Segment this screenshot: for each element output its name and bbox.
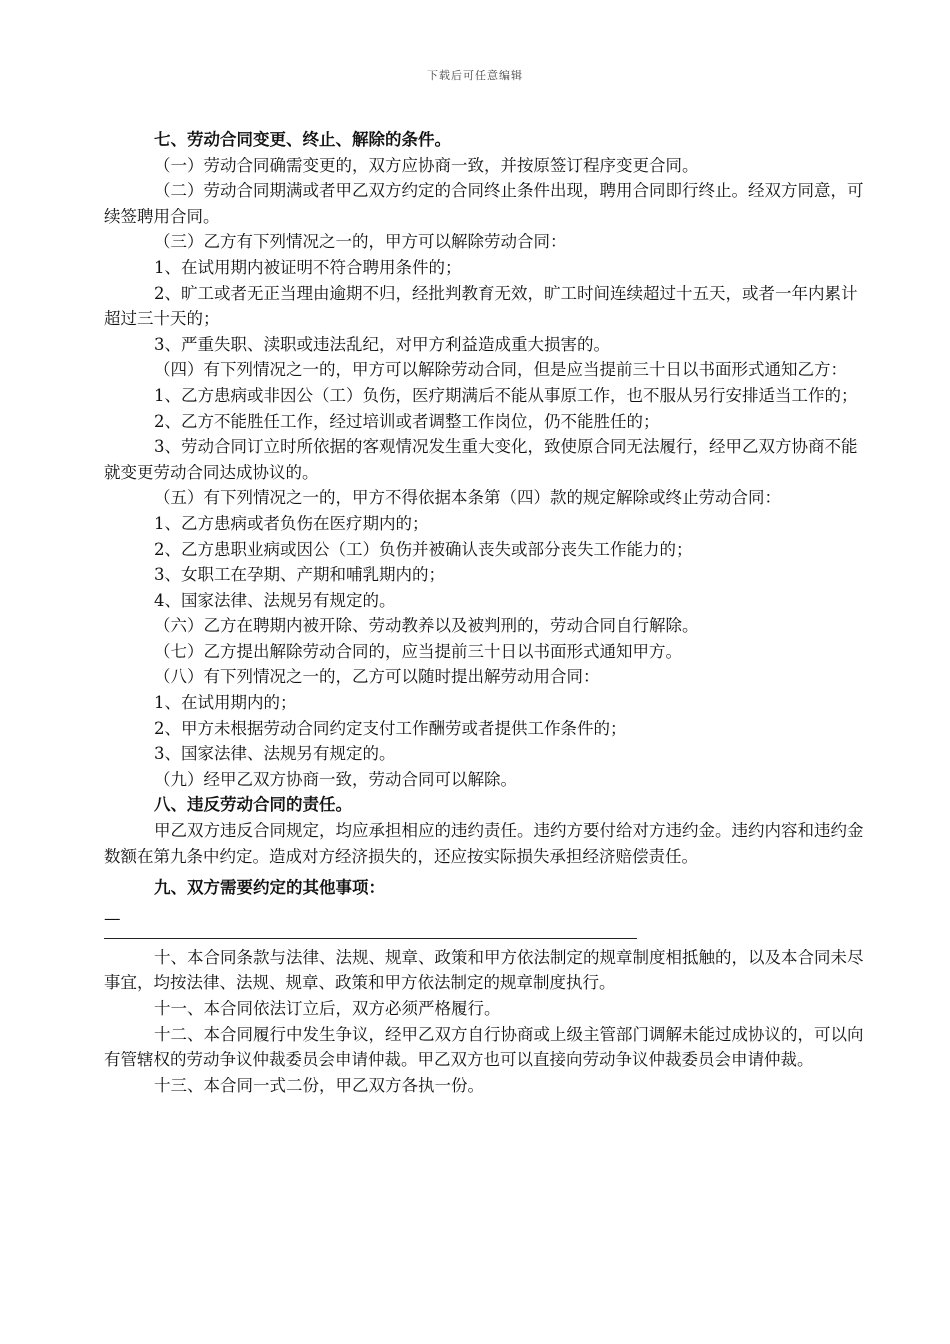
paragraph: （八）有下列情况之一的，乙方可以随时提出解劳动用合同： xyxy=(154,667,600,687)
paragraph: （六）乙方在聘期内被开除、劳动教养以及被判刑的，劳动合同自行解除。 xyxy=(154,616,699,636)
section-heading: 九、双方需要约定的其他事项： xyxy=(154,878,385,898)
list-item: 4、国家法律、法规另有规定的。 xyxy=(154,590,396,610)
document-body xyxy=(104,127,870,1098)
list-item: 3、女职工在孕期、产期和哺乳期内的； xyxy=(154,565,445,585)
section-heading: 七、劳动合同变更、终止、解除的条件。 xyxy=(154,130,451,149)
paragraph: （三）乙方有下列情况之一的，甲方可以解除劳动合同： xyxy=(154,232,567,252)
page-header: 下载后可任意编辑 xyxy=(427,69,523,82)
paragraph: 十二、本合同履行中发生争议，经甲乙双方自行协商或上级主管部门调解未能过成协议的，可以向有管辖权的劳动争议仲裁委员会申请仲裁。甲乙双方也可以直接向劳动争议仲裁委员会申请仲裁。 xyxy=(104,1024,864,1070)
paragraph: （九）经甲乙双方协商一致，劳动合同可以解除。 xyxy=(154,769,517,789)
list-item: 1、在试用期内被证明不符合聘用条件的； xyxy=(154,257,462,277)
paragraph: 十三、本合同一式二份，甲乙双方各执一份。 xyxy=(154,1075,484,1095)
list-item: 3、国家法律、法规另有规定的。 xyxy=(154,744,396,764)
blank-line-divider xyxy=(104,938,637,939)
paragraph: （一）劳动合同确需变更的，双方应协商一致，并按原签订程序变更合同。 xyxy=(154,155,699,175)
list-item: 3、劳动合同订立时所依据的客观情况发生重大变化，致使原合同无法履行，经甲乙双方协商不能就变更劳动合同达成协议的。 xyxy=(104,437,858,482)
list-item: 1、乙方患病或非因公（工）负伤，医疗期满后不能从事原工作，也不服从另行安排适当工作的； xyxy=(154,385,858,405)
section-heading: 八、违反劳动合同的责任。 xyxy=(154,795,352,815)
list-item: 2、乙方不能胜任工作，经过培训或者调整工作岗位，仍不能胜任的； xyxy=(154,411,660,431)
list-item: 1、在试用期内的； xyxy=(154,693,297,713)
list-item: 2、甲方未根据劳动合同约定支付工作酬劳或者提供工作条件的； xyxy=(154,718,627,738)
blank-dash: — xyxy=(104,908,121,928)
paragraph: 十一、本合同依法订立后，双方必须严格履行。 xyxy=(154,999,501,1018)
paragraph: （四）有下列情况之一的，甲方可以解除劳动合同，但是应当提前三十日以书面形式通知乙方： xyxy=(154,360,847,380)
list-item: 2、旷工或者无正当理由逾期不归，经批判教育无效，旷工时间连续超过十五天，或者一年内累计超过三十天的； xyxy=(104,283,858,329)
paragraph: （七）乙方提出解除劳动合同的，应当提前三十日以书面形式通知甲方。 xyxy=(154,641,682,661)
paragraph: 甲乙双方违反合同规定，均应承担相应的违约责任。违约方要付给对方违约金。违约内容和违约金数额在第九条中约定。造成对方经济损失的，还应按实际损失承担经济赔偿责任。 xyxy=(104,821,864,866)
paragraph: （二）劳动合同期满或者甲乙双方约定的合同终止条件出现，聘用合同即行终止。经双方同意，可续签聘用合同。 xyxy=(104,181,864,226)
paragraph: 十、本合同条款与法律、法规、规章、政策和甲方依法制定的规章制度相抵触的，以及本合同未尽事宜，均按法律、法规、规章、政策和甲方依法制定的规章制度执行。 xyxy=(104,947,864,993)
list-item: 1、乙方患病或者负伤在医疗期内的； xyxy=(154,513,429,533)
list-item: 2、乙方患职业病或因公（工）负伤并被确认丧失或部分丧失工作能力的； xyxy=(154,539,693,559)
list-item: 3、严重失职、渎职或违法乱纪，对甲方利益造成重大损害的。 xyxy=(154,334,610,354)
paragraph: （五）有下列情况之一的，甲方不得依据本条第（四）款的规定解除或终止劳动合同： xyxy=(154,488,781,508)
